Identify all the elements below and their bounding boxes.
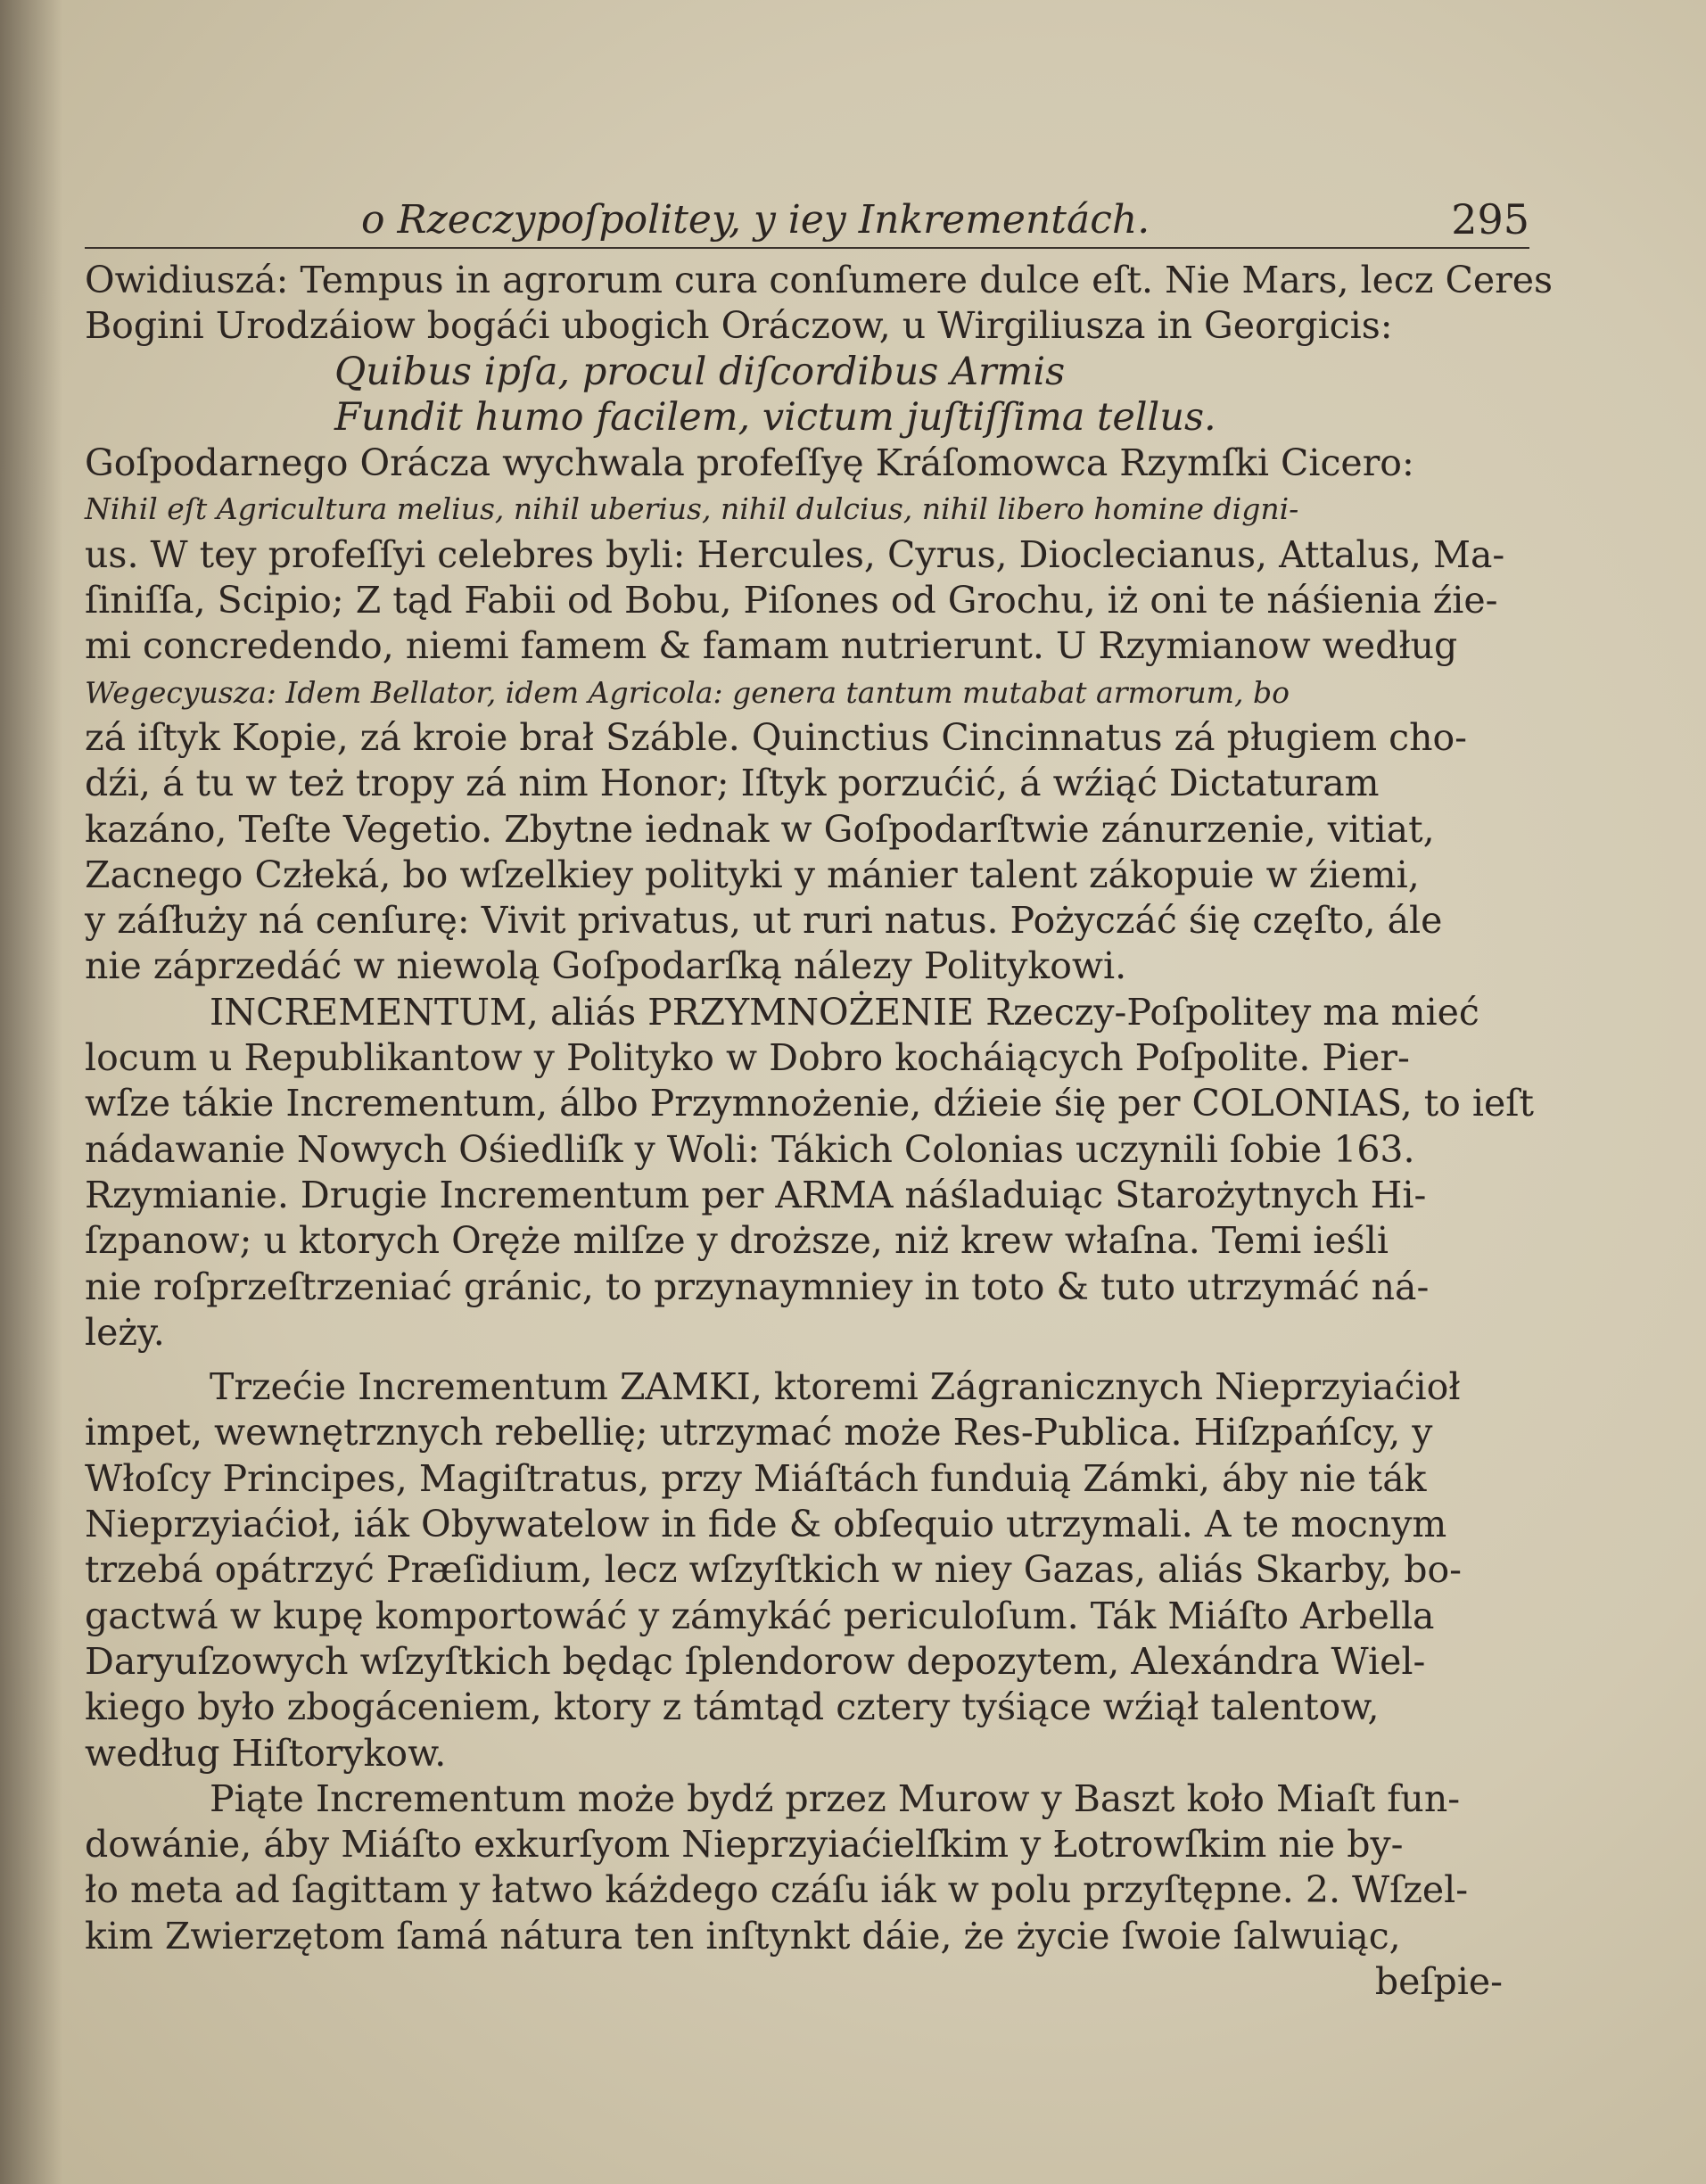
text-line: impet, wewnętrznych rebellię; utrzymać może Res-Publica. Hiſzpańſcy, y [85, 1411, 1433, 1455]
paragraph-start: Piąte Incrementum może bydź przez Murow y Baszt koło Miaſt fun- [210, 1776, 1461, 1820]
text-line: Wegecyusza: Idem Bellator, idem Agricola: genera tantum mutabat armorum, bo [85, 674, 1290, 710]
paragraph-start: Trzećie Incrementum ZAMKI, ktoremi Zágranicznych Nieprzyiaćioł [210, 1365, 1461, 1409]
text-line: nie záprzedáć w niewolą Goſpodarſką nálezy Politykowi. [85, 944, 1127, 988]
text-line: us. W tey profeſſyi celebres byli: Hercules, Cyrus, Dioclecianus, Attalus, Ma- [85, 532, 1505, 576]
text-line: y záſłuży ná cenſurę: Vivit privatus, ut ruri natus. Pożyczáć śię częſto, ále [85, 899, 1443, 943]
text-line: zá iſtyk Kopie, zá kroie brał Száble. Quinctius Cincinnatus zá pługiem cho- [85, 715, 1468, 759]
text-line: mi concredendo, niemi famem & famam nutrierunt. U Rzymianow według [85, 624, 1458, 668]
text-line: według Hiſtorykow. [85, 1731, 447, 1775]
page-number: 295 [1451, 195, 1529, 243]
text-line: Bogini Urodzáiow bogáći ubogich Oráczow, u Wirgiliusza in Georgicis: [85, 304, 1393, 348]
text-line: dźi, á tu w też tropy zá nim Honor; Iſtyk porzućić, á wźiąć Dictaturam [85, 762, 1380, 805]
text-line: trzebá opátrzyć Præſidium, lecz wſzyſtkich w niey Gazas, aliás Skarby, bo- [85, 1548, 1463, 1592]
paragraph-start: INCREMENTUM, aliás PRZYMNOŻENIE Rzeczy-Poſpolitey ma mieć [210, 990, 1479, 1034]
text-line: gactwá w kupę komportowáć y zámykáć periculoſum. Ták Miáſto Arbella [85, 1594, 1435, 1637]
text-line: nádawanie Nowych Ośiedliſk y Woli: Tákich Colonias uczynili ſobie 163. [85, 1127, 1415, 1171]
text-line: leży. [85, 1310, 165, 1354]
paragraph-gap [85, 1356, 1529, 1364]
text-line: Nihil eſt Agricultura melius, nihil uberius, nihil dulcius, nihil libero homine digni- [85, 491, 1299, 527]
running-header [85, 192, 1529, 249]
page-text [85, 192, 1554, 2005]
text-line: kim Zwierzętom ſamá nátura ten inſtynkt dáie, że życie ſwoie ſalwuiąc, [85, 1914, 1401, 1957]
running-title: o Rzeczypoſpolitey, y iey Inkrementách. [361, 197, 1150, 243]
catchword: beſpie- [1374, 1959, 1503, 2003]
text-line: Włoſcy Principes, Magiſtratus, przy Miáſtách funduią Zámki, áby nie ták [85, 1456, 1427, 1500]
text-line: Nieprzyiaćioł, iák Obywatelow in fide & obſequio utrzymali. A te mocnym [85, 1503, 1447, 1546]
text-line: Daryuſzowych wſzyſtkich będąc ſplendorow depozytem, Alexándra Wiel- [85, 1639, 1426, 1683]
verse-line: Quibus ipſa, procul diſcordibus Armis [334, 349, 1066, 394]
text-line: kiego było zbogáceniem, ktory z támtąd cztery tyśiące wźiął talentow, [85, 1685, 1380, 1729]
text-line: locum u Republikantow y Polityko w Dobro kocháiących Poſpolite. Pier- [85, 1036, 1410, 1080]
text-line: Goſpodarnego Orácza wychwala profeſſyę Kráſomowca Rzymſki Cicero: [85, 441, 1414, 485]
text-line: Zacnego Człeká, bo wſzelkiey polityki y mánier talent zákopuie w źiemi, [85, 853, 1420, 896]
text-line: ło meta ad ſagittam y łatwo káżdego czáſu iák w polu przyſtępne. 2. Wſzel- [85, 1868, 1469, 1912]
text-line: Owidiuszá: Tempus in agrorum cura conſumere dulce eſt. Nie Mars, lecz Ceres [85, 259, 1554, 301]
text-line: ſiniſſa, Scipio; Z tąd Fabii od Bobu, Piſones od Grochu, iż oni te náśienia źie- [85, 579, 1498, 622]
verse-line: Fundit humo facilem, victum juſtiſſima tellus. [334, 394, 1216, 440]
text-line: ſzpanow; u ktorych Oręże milſze y droższe, niż krew właſna. Temi ieśli [85, 1219, 1389, 1263]
text-line: dowánie, áby Miáſto exkurſyom Nieprzyiaćielſkim y Łotrowſkim nie by- [85, 1823, 1404, 1867]
text-line: nie roſprzeſtrzeniać gránic, to przynaymniey in toto & tuto utrzymáć ná- [85, 1265, 1430, 1308]
text-line: wſze tákie Incrementum, álbo Przymnożenie, dźieie śię per COLONIAS, to ieſt [85, 1082, 1534, 1125]
text-line: kazáno, Teſte Vegetio. Zbytne iednak w Goſpodarſtwie zánurzenie, vitiat, [85, 807, 1435, 851]
text-line: Rzymianie. Drugie Incrementum per ARMA náśladuiąc Starożytnych Hi- [85, 1173, 1427, 1216]
